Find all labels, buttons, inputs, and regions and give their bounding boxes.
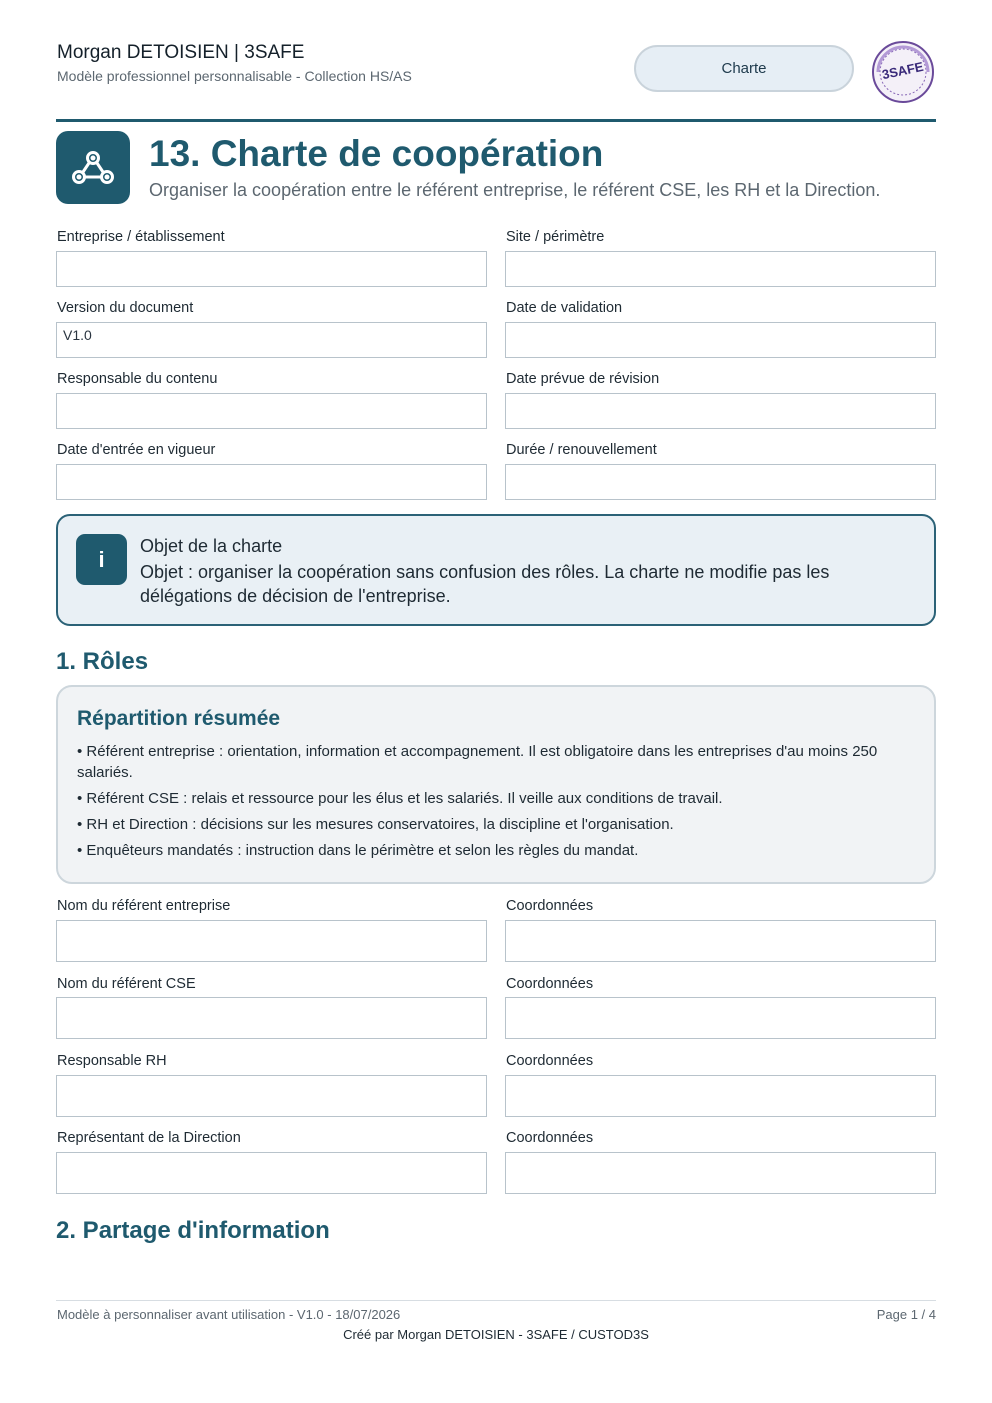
referent-entreprise-field[interactable] [56, 920, 487, 962]
date-vigueur-field[interactable] [56, 464, 487, 500]
date-validation-field[interactable] [505, 322, 936, 358]
company-seal-logo [870, 39, 936, 105]
site-field[interactable] [505, 251, 936, 287]
category-pill: Charte [634, 45, 854, 92]
coordonnees-field-2[interactable] [505, 997, 936, 1039]
header-divider [56, 119, 936, 122]
list-item: • Enquêteurs mandatés : instruction dans le périmètre et selon les règles du mandat. [77, 842, 639, 859]
referent-cse-field[interactable] [56, 997, 487, 1039]
field-label-coordonnees-2: Coordonnées [506, 976, 594, 992]
coordonnees-field-4[interactable] [505, 1152, 936, 1194]
field-label-coordonnees-4: Coordonnées [506, 1130, 594, 1146]
footer-divider [56, 1300, 936, 1301]
duree-field[interactable] [505, 464, 936, 500]
summary-panel [56, 685, 936, 884]
header-author: Morgan DETOISIEN | 3SAFE [57, 42, 305, 63]
document-title: 13. Charte de coopération [149, 133, 604, 174]
footer-version-note: Modèle à personnaliser avant utilisation - V1.0 - 18/07/2026 [57, 1307, 401, 1322]
seal-text: 3SAFE [880, 58, 925, 83]
info-text: Objet : organiser la coopération sans confusion des rôles. La charte ne modifie pas les délégations de décision de l'entreprise. [140, 562, 830, 606]
section-title-partage: 2. Partage d'information [56, 1217, 330, 1244]
field-label-coordonnees-3: Coordonnées [506, 1053, 594, 1069]
responsable-field[interactable] [56, 393, 487, 429]
header-subtitle: Modèle professionnel personnalisable - Collection HS/AS [57, 68, 412, 84]
info-callout [56, 514, 936, 626]
info-icon: i [76, 534, 127, 585]
coordonnees-field-3[interactable] [505, 1075, 936, 1117]
summary-list [77, 741, 922, 866]
field-label-duree: Durée / renouvellement [506, 442, 657, 458]
field-label-date-revision: Date prévue de révision [506, 371, 660, 387]
field-label-coordonnees-1: Coordonnées [506, 898, 594, 914]
footer-credit: Créé par Morgan DETOISIEN - 3SAFE / CUSTOD3S [343, 1327, 649, 1342]
section-title-roles: 1. Rôles [56, 648, 149, 675]
coordonnees-field-1[interactable] [505, 920, 936, 962]
entreprise-field[interactable] [56, 251, 487, 287]
date-revision-field[interactable] [505, 393, 936, 429]
info-title: Objet de la charte [140, 536, 283, 556]
list-item: • Référent CSE : relais et ressource pour les élus et les salariés. Il veille aux conditions de travail. [77, 790, 723, 807]
field-label-version: Version du document [57, 300, 194, 316]
list-item: • Référent entreprise : orientation, information et accompagnement. Il est obligatoire dans les entreprises d'au moins 250 salariés. [77, 743, 878, 781]
field-label-entreprise: Entreprise / établissement [57, 229, 225, 245]
field-label-site: Site / périmètre [506, 229, 605, 245]
responsable-rh-field[interactable] [56, 1075, 487, 1117]
network-nodes-icon [56, 131, 130, 204]
field-label-referent-entreprise: Nom du référent entreprise [57, 898, 231, 914]
representant-direction-field[interactable] [56, 1152, 487, 1194]
version-field[interactable]: V1.0 [56, 322, 487, 358]
page-number: Page 1 / 4 [876, 1307, 936, 1322]
field-label-date-vigueur: Date d'entrée en vigueur [57, 442, 216, 458]
field-label-responsable-rh: Responsable RH [57, 1053, 167, 1069]
document-subtitle: Organiser la coopération entre le référent entreprise, le référent CSE, les RH et la Direction. [149, 180, 881, 200]
list-item: • RH et Direction : décisions sur les mesures conservatoires, la discipline et l'organisation. [77, 816, 674, 833]
field-label-responsable: Responsable du contenu [57, 371, 218, 387]
field-label-referent-cse: Nom du référent CSE [57, 976, 196, 992]
field-label-representant-direction: Représentant de la Direction [57, 1130, 241, 1146]
field-label-date-validation: Date de validation [506, 300, 623, 316]
summary-title: Répartition résumée [77, 707, 281, 730]
